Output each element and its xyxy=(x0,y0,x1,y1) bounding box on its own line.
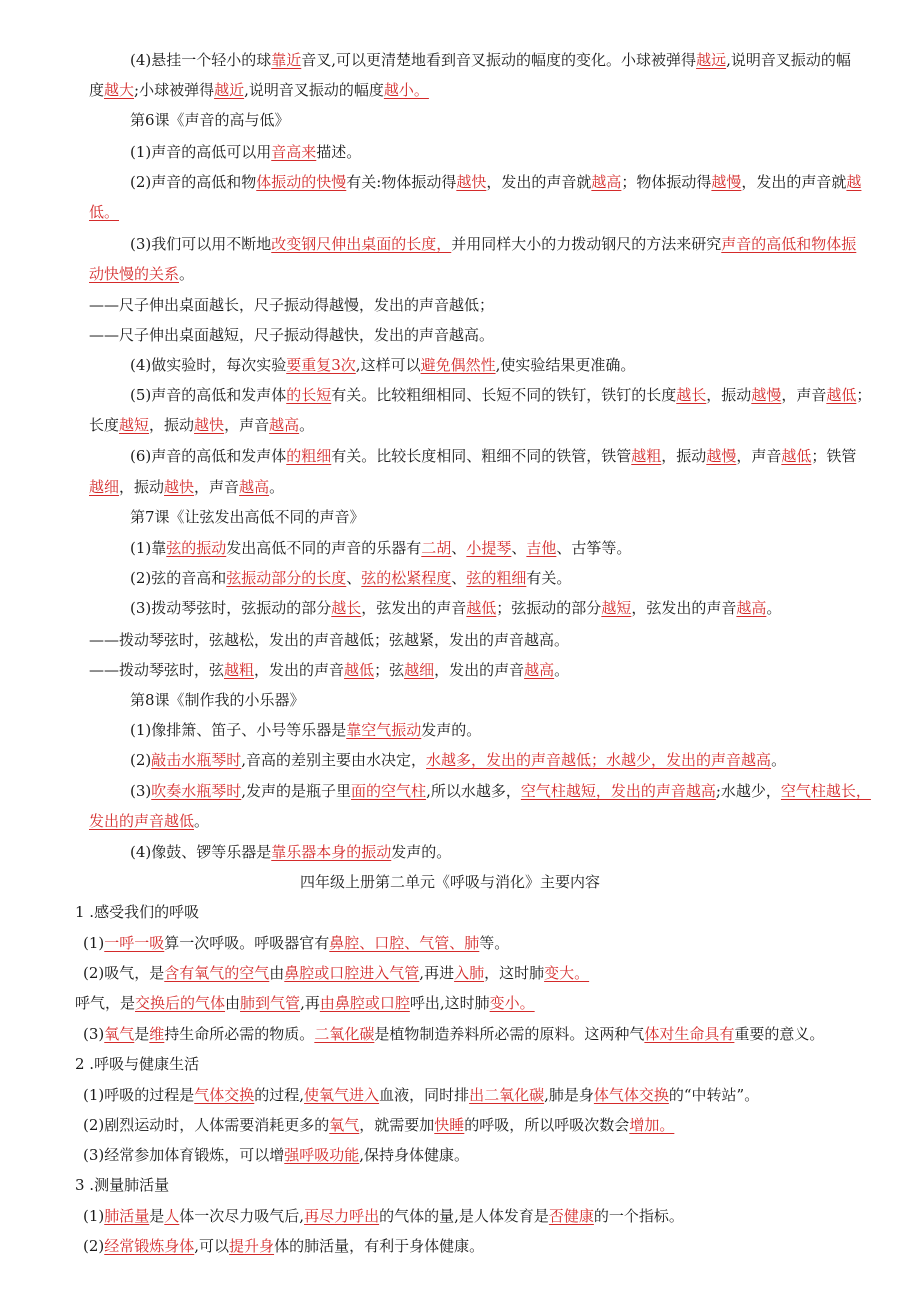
body-text: ； xyxy=(856,386,872,404)
text-line xyxy=(130,842,451,862)
body-text: ；弦 xyxy=(374,661,405,679)
body-text: 植物制造养料所必需的原料。这两种气 xyxy=(389,1025,645,1043)
body-text: 第6课《声音的高与低》 xyxy=(130,111,290,129)
body-text: (2)弦的音高和 xyxy=(130,569,227,587)
body-text: ;小球被弹得 xyxy=(134,81,215,99)
body-text: 的气体的量,是人体发育是 xyxy=(379,1207,549,1225)
body-text: (4)像鼓、锣等乐器是 xyxy=(130,843,272,861)
highlighted-text: 越长 xyxy=(676,386,707,404)
highlighted-text: 越大 xyxy=(104,81,135,99)
body-text: ，发出的声音 xyxy=(254,661,345,679)
body-text: 度 xyxy=(89,81,105,99)
body-text: 是 xyxy=(134,1025,150,1043)
highlighted-text: 的粗细 xyxy=(286,447,332,465)
body-text: 呼气，是 xyxy=(75,994,136,1012)
text-line xyxy=(83,1145,469,1165)
text-line xyxy=(130,355,635,375)
highlighted-text: 弦的粗细 xyxy=(466,569,527,587)
text-line xyxy=(83,1085,759,1105)
text-line xyxy=(89,811,209,831)
highlighted-text: 小提琴 xyxy=(466,539,512,557)
highlighted-text: 氧气 xyxy=(104,1025,135,1043)
body-text: 有关。比较长度相同、粗细不同的铁管，铁管 xyxy=(331,447,632,465)
highlighted-text: 水越多，发出的声音越低；水越少，发出的声音越高 xyxy=(426,751,772,769)
text-line xyxy=(83,963,589,983)
body-text: 描述。 xyxy=(316,143,362,161)
highlighted-text: 越高 xyxy=(591,173,622,191)
body-text: ,保持身体健康。 xyxy=(359,1146,470,1164)
highlighted-text: 越快 xyxy=(164,478,195,496)
body-text: 发声的。 xyxy=(421,721,482,739)
text-line xyxy=(130,234,856,254)
text-line xyxy=(130,142,361,162)
text-line xyxy=(130,538,631,558)
highlighted-text: 肺活量 xyxy=(104,1207,150,1225)
highlighted-text: 越近 xyxy=(214,81,245,99)
body-text: ——尺子伸出桌面越短，尺子振动得越快，发出的声音越高。 xyxy=(89,326,495,344)
text-line xyxy=(300,872,600,892)
text-line xyxy=(130,507,365,527)
body-text: ，振动 xyxy=(706,386,752,404)
body-text: ,音高的差别主要由水决定， xyxy=(241,751,427,769)
highlighted-text: 二氧化碳 xyxy=(314,1025,375,1043)
body-text: 的呼吸，所以呼吸次数会 xyxy=(464,1116,630,1134)
highlighted-text: 人 xyxy=(164,1207,180,1225)
body-text: 并用同样大小的力拨动钢尺的方法来研究 xyxy=(451,235,722,253)
highlighted-text: 越慢 xyxy=(711,173,742,191)
body-text: 、古筝等。 xyxy=(556,539,632,557)
text-line xyxy=(83,1024,824,1044)
body-text: (1) xyxy=(83,934,105,952)
body-text: ，这时肺 xyxy=(484,964,545,982)
body-text: 、 xyxy=(511,539,527,557)
highlighted-text: 越粗 xyxy=(631,447,662,465)
text-line xyxy=(83,1236,484,1256)
body-text: 。 xyxy=(299,416,315,434)
highlighted-text: 越长 xyxy=(331,599,362,617)
highlighted-text: 越短 xyxy=(119,416,150,434)
body-text: ——拨动琴弦时，弦 xyxy=(89,661,225,679)
highlighted-text: 空气柱越长， xyxy=(780,782,871,800)
body-text: (1)靠 xyxy=(130,539,167,557)
body-text: ，发出的声音就 xyxy=(741,173,847,191)
body-text: 是 xyxy=(149,1207,165,1225)
body-text: 第8课《制作我的小乐器》 xyxy=(130,691,305,709)
highlighted-text: 维 xyxy=(149,1025,165,1043)
highlighted-text: 体振动的快慢 xyxy=(256,173,347,191)
body-text: ,可以 xyxy=(194,1237,230,1255)
highlighted-text: 体对生命具有 xyxy=(644,1025,735,1043)
body-text: 由 xyxy=(225,994,241,1012)
body-text: ，发出的声音 xyxy=(434,661,525,679)
highlighted-text: 再尽力呼出 xyxy=(304,1207,380,1225)
text-line xyxy=(130,720,481,740)
highlighted-text: 空气柱越短，发出的声音越高 xyxy=(520,782,716,800)
body-text: ,肺是身 xyxy=(544,1086,594,1104)
highlighted-text: 低。 xyxy=(89,203,120,221)
highlighted-text: 越慢 xyxy=(706,447,737,465)
highlighted-text: 发出的声音越低 xyxy=(89,812,195,830)
body-text: 。 xyxy=(766,599,782,617)
body-text: 。 xyxy=(771,751,787,769)
highlighted-text: 氧气 xyxy=(329,1116,360,1134)
body-text: ;水越少， xyxy=(715,782,781,800)
body-text: ；弦振动的部分 xyxy=(496,599,602,617)
body-text: 重要的意义。 xyxy=(734,1025,825,1043)
body-text: 体的肺活量，有利于身体健康。 xyxy=(274,1237,485,1255)
highlighted-text: 避免偶然性 xyxy=(420,356,496,374)
highlighted-text: 弦振动部分的长度 xyxy=(226,569,347,587)
body-text: 的过程, xyxy=(254,1086,305,1104)
body-text: (2) xyxy=(130,751,152,769)
highlighted-text: 动快慢的关系 xyxy=(89,265,180,283)
highlighted-text: 变大。 xyxy=(544,964,590,982)
body-text: ，弦发出的声音 xyxy=(631,599,737,617)
highlighted-text: 提升身 xyxy=(229,1237,275,1255)
text-line xyxy=(130,598,781,618)
text-line xyxy=(130,781,871,801)
highlighted-text: 越低 xyxy=(344,661,375,679)
body-text: 音叉,可以更清楚地看到音叉振动的幅度的变化。小球被弹得 xyxy=(301,51,697,69)
highlighted-text: 声音的高低和物体振 xyxy=(721,235,857,253)
text-line xyxy=(89,325,494,345)
highlighted-text: 气体交换 xyxy=(194,1086,255,1104)
highlighted-text: 强呼吸功能 xyxy=(284,1146,360,1164)
body-text: ——尺子伸出桌面越长，尺子振动得越慢，发出的声音越低； xyxy=(89,296,495,314)
body-text: 的“中转站”。 xyxy=(668,1086,760,1104)
text-line xyxy=(130,172,861,192)
text-line xyxy=(89,264,194,284)
body-text: (3)经常参加体育锻炼，可以增 xyxy=(83,1146,285,1164)
text-line xyxy=(89,415,314,435)
highlighted-text: 越高 xyxy=(736,599,767,617)
body-text: 。 xyxy=(194,812,210,830)
highlighted-text: 否健康 xyxy=(548,1207,594,1225)
text-line xyxy=(89,80,429,100)
highlighted-text: 越高 xyxy=(269,416,300,434)
body-text: ，弦发出的声音 xyxy=(361,599,467,617)
body-text: 持生命所必需的物质。 xyxy=(164,1025,315,1043)
highlighted-text: 越高 xyxy=(524,661,555,679)
text-line xyxy=(130,50,851,70)
highlighted-text: 二胡 xyxy=(421,539,452,557)
body-text: 、 xyxy=(451,539,467,557)
highlighted-text: 靠空气振动 xyxy=(346,721,422,739)
highlighted-text: 肺到气管 xyxy=(240,994,301,1012)
highlighted-text: 越小。 xyxy=(383,81,429,99)
body-text: (6)声音的高低和发声体 xyxy=(130,447,287,465)
body-text: 体一次尽力吸气后, xyxy=(179,1207,305,1225)
body-text: (2) xyxy=(83,1237,105,1255)
body-text: ，声音 xyxy=(224,416,270,434)
highlighted-text: 增加。 xyxy=(629,1116,675,1134)
body-text: 长度 xyxy=(89,416,120,434)
highlighted-text: 快睡 xyxy=(434,1116,465,1134)
highlighted-text: 敲击水瓶琴时 xyxy=(151,751,242,769)
text-line xyxy=(130,110,290,130)
text-line xyxy=(89,202,119,222)
highlighted-text: 鼻腔或口腔进入气管 xyxy=(284,964,420,982)
text-line xyxy=(83,1115,674,1135)
highlighted-text: 吹奏水瓶琴时 xyxy=(151,782,242,800)
text-line xyxy=(75,902,199,922)
body-text: ,所以水越多， xyxy=(426,782,521,800)
body-text: ，振动 xyxy=(661,447,707,465)
body-text: ，发出的声音就 xyxy=(486,173,592,191)
highlighted-text: 越粗 xyxy=(224,661,255,679)
body-text: (1)声音的高低可以用 xyxy=(130,143,272,161)
text-line xyxy=(75,1054,199,1074)
highlighted-text: 越快 xyxy=(456,173,487,191)
text-line xyxy=(75,1175,169,1195)
text-line xyxy=(130,690,305,710)
body-text: ，声音 xyxy=(194,478,240,496)
body-text: 的一个指标。 xyxy=(593,1207,684,1225)
body-text: ；铁管 xyxy=(811,447,857,465)
highlighted-text: 弦的振动 xyxy=(166,539,227,557)
body-text: ，振动 xyxy=(149,416,195,434)
body-text: 。 xyxy=(269,478,285,496)
text-line xyxy=(130,385,871,405)
body-text: ；物体振动得 xyxy=(621,173,712,191)
body-text: ,使实验结果更准确。 xyxy=(495,356,636,374)
body-text: (3)我们可以用不断地 xyxy=(130,235,272,253)
body-text: (1)像排箫、笛子、小号等乐器是 xyxy=(130,721,347,739)
body-text: ，就需要加 xyxy=(359,1116,435,1134)
highlighted-text: 越 xyxy=(846,173,862,191)
text-line xyxy=(75,993,535,1013)
body-text: (2)剧烈运动时，人体需要消耗更多的 xyxy=(83,1116,330,1134)
body-text: (3) xyxy=(83,1025,105,1043)
highlighted-text: 体气体交换 xyxy=(593,1086,669,1104)
body-text: ——拨动琴弦时，弦越松，发出的声音越低；弦越紧，发出的声音越高。 xyxy=(89,631,570,649)
highlighted-text: 改变钢尺伸出桌面的长度， xyxy=(271,235,452,253)
body-text: 由 xyxy=(269,964,285,982)
body-text: 有关:物体振动得 xyxy=(346,173,457,191)
highlighted-text: 面的空气柱 xyxy=(351,782,427,800)
highlighted-text: 的长短 xyxy=(286,386,332,404)
highlighted-text: 音高来 xyxy=(271,143,317,161)
body-text: 第7课《让弦发出高低不同的声音》 xyxy=(130,508,365,526)
body-text: 、 xyxy=(451,569,467,587)
highlighted-text: 越细 xyxy=(404,661,435,679)
highlighted-text: 靠乐器本身的振动 xyxy=(271,843,392,861)
body-text: 2 .呼吸与健康生活 xyxy=(75,1055,200,1073)
body-text: (3) xyxy=(130,782,152,800)
body-text: 血液，同时排 xyxy=(379,1086,470,1104)
text-line xyxy=(89,295,494,315)
text-line xyxy=(130,750,786,770)
highlighted-text: 越低 xyxy=(826,386,857,404)
text-line xyxy=(130,568,571,588)
highlighted-text: 越短 xyxy=(601,599,632,617)
text-line xyxy=(89,660,569,680)
text-line xyxy=(130,446,856,466)
highlighted-text: 经常锻炼身体 xyxy=(104,1237,195,1255)
body-text: 四年级上册第二单元《呼吸与消化》主要内容 xyxy=(300,873,601,891)
body-text: ,说明音叉振动的幅 xyxy=(726,51,851,69)
highlighted-text: 越低 xyxy=(466,599,497,617)
body-text: ,再 xyxy=(300,994,320,1012)
body-text: 发声的。 xyxy=(391,843,452,861)
body-text: 。 xyxy=(179,265,195,283)
highlighted-text: 越慢 xyxy=(751,386,782,404)
highlighted-text: 一呼一吸 xyxy=(104,934,165,952)
body-text: ，振动 xyxy=(119,478,165,496)
body-text: ,说明音叉振动的幅度 xyxy=(244,81,384,99)
body-text: (1) xyxy=(83,1207,105,1225)
highlighted-text: 越细 xyxy=(89,478,120,496)
body-text: 是 xyxy=(374,1025,390,1043)
highlighted-text: 弦的松紧程度 xyxy=(361,569,452,587)
highlighted-text: 越低 xyxy=(781,447,812,465)
highlighted-text: 要重复3次 xyxy=(286,356,356,374)
text-line xyxy=(89,477,284,497)
highlighted-text: 交换后的气体 xyxy=(135,994,226,1012)
highlighted-text: 含有氧气的空气 xyxy=(164,964,270,982)
body-text: 1 .感受我们的呼吸 xyxy=(75,903,200,921)
highlighted-text: 越远 xyxy=(696,51,727,69)
body-text: (2)吸气，是 xyxy=(83,964,165,982)
highlighted-text: 越高 xyxy=(239,478,270,496)
body-text: ,这样可以 xyxy=(355,356,421,374)
body-text: (3)拨动琴弦时，弦振动的部分 xyxy=(130,599,332,617)
body-text: (5)声音的高低和发声体 xyxy=(130,386,287,404)
highlighted-text: 越快 xyxy=(194,416,225,434)
body-text: 。 xyxy=(554,661,570,679)
body-text: 等。 xyxy=(479,934,510,952)
highlighted-text: 靠近 xyxy=(271,51,302,69)
body-text: 有关。 xyxy=(526,569,572,587)
body-text: ,发声的是瓶子里 xyxy=(241,782,352,800)
highlighted-text: 吉他 xyxy=(526,539,557,557)
body-text: (2)声音的高低和物 xyxy=(130,173,257,191)
highlighted-text: 变小。 xyxy=(489,994,535,1012)
body-text: ，声音 xyxy=(736,447,782,465)
text-line xyxy=(83,1206,684,1226)
body-text: 3 .测量肺活量 xyxy=(75,1176,170,1194)
highlighted-text: 入肺 xyxy=(454,964,485,982)
body-text: 、 xyxy=(346,569,362,587)
text-line xyxy=(89,630,569,650)
body-text: 算一次呼吸。呼吸器官有 xyxy=(164,934,330,952)
body-text: 有关。比较粗细相同、长短不同的铁钉，铁钉的长度 xyxy=(331,386,677,404)
highlighted-text: 鼻腔、口腔、气管、肺 xyxy=(329,934,480,952)
body-text: (4)做实验时，每次实验 xyxy=(130,356,287,374)
body-text: ,再进 xyxy=(419,964,455,982)
highlighted-text: 由鼻腔或口腔 xyxy=(319,994,410,1012)
highlighted-text: 使氧气进入 xyxy=(304,1086,380,1104)
text-line xyxy=(83,933,509,953)
body-text: 发出高低不同的声音的乐器有 xyxy=(226,539,422,557)
body-text: (1)呼吸的过程是 xyxy=(83,1086,195,1104)
highlighted-text: 出二氧化碳 xyxy=(469,1086,545,1104)
body-text: 呼出,这时肺 xyxy=(409,994,490,1012)
body-text: (4)悬挂一个 xyxy=(130,51,212,69)
body-text: ，声音 xyxy=(781,386,827,404)
body-text: 轻小的球 xyxy=(211,51,272,69)
